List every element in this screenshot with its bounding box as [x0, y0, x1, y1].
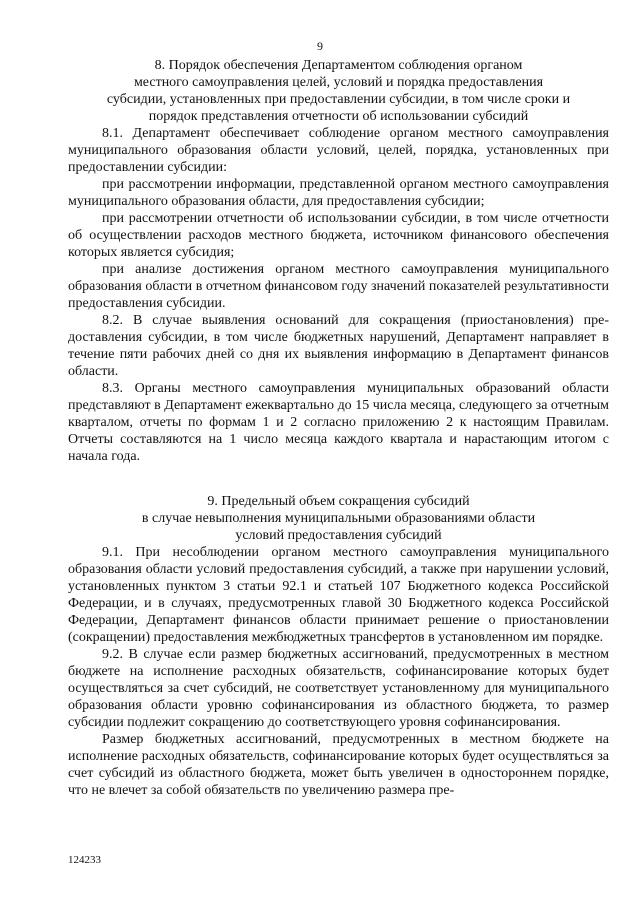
heading-line: субсидии, установленных при предоставлении субсидии, в том числе сроки и [106, 92, 571, 107]
section-9-heading [68, 493, 609, 544]
heading-line: местного самоуправления целей, условий и порядка предоставления [133, 75, 544, 90]
paragraph: при анализе достижения органом местного самоуправления муниципального образования области в отчетном финансовом году значений показателей результативности предоставления субсидии. [68, 262, 609, 311]
paragraph-8-3: 8.3. Органы местного самоуправления муниципальных образований области представляют в Департамент ежеквартально до 15 числа месяца, следующего за отчетным кварталом, отчеты по формам 1 и 2 согласно приложению 2 к настоящим Правилам. Отчеты составляются на 1 число месяца каждого квартала и нарастающим итогом с начала года. [68, 381, 609, 464]
section-9 [68, 493, 609, 799]
section-8 [68, 57, 609, 465]
heading-line: 9. Предельный объем сокращения субсидий [207, 494, 470, 509]
heading-line: 8. Порядок обеспечения Департаментом соблюдения органом [154, 58, 523, 73]
paragraph: Размер бюджетных ассигнований, предусмотренных в местном бюджете на исполнение расходных обязательств, софинансирование которых будет осуществляться за счет субсидий из областного бюджета, может быть увеличен в одностороннем порядке, что не влечет за собой обязательств по увеличению размера пре- [68, 732, 609, 798]
paragraph: при рассмотрении информации, представленной органом местного самоуправления муниципального образования области, для предоставления субсидии; [68, 177, 609, 209]
heading-line: условий предоставления субсидий [235, 528, 442, 543]
heading-line: в случае невыполнения муниципальными образованиями области [141, 511, 536, 526]
paragraph-9-2: 9.2. В случае если размер бюджетных ассигнований, предусмотренных в местном бюджете на исполнение расходных обязательств, софинансирование которых будет осуществляться за счет субсидий, не соответствует установленному для муниципального образования области уровню софинансирования из областного бюджета, то размер субсидии подлежит сокращению до соответствующего уровня софинансирования. [68, 647, 609, 730]
paragraph-8-1: 8.1. Департамент обеспечивает соблюдение органом местного самоуправления муниципального образования области условий, целей, порядка, установленных при предоставлении субсидии: [68, 126, 609, 175]
section-8-heading [68, 57, 609, 125]
document-code: 124233 [68, 854, 101, 866]
page-number: 9 [317, 39, 323, 53]
paragraph: при рассмотрении отчетности об использовании субсидии, в том числе отчетности об осуществлении расходов местного бюджета, источником финансового обеспечения которых является субсидия; [68, 211, 609, 260]
heading-line: порядок представления отчетности об использовании субсидий [148, 109, 529, 124]
paragraph-8-2: 8.2. В случае выявления оснований для сокращения (приостановления) предоставления субсидии, в том числе бюджетных нарушений, Департамент направляет в течение пяти рабочих дней со дня их выявления информацию в Департамент финансов области. [68, 313, 609, 379]
paragraph-9-1: 9.1. При несоблюдении органом местного самоуправления муниципального образования области условий предоставления субсидий, а также при нарушении условий, установленных пунктом 3 статьи 92.1 и статьей 107 Бюджетного кодекса Российской Федерации, и в случаях, предусмотренных главой 30 Бюджетного кодекса Российской Федерации, Департамент финансов области принимает решение о приостановлении (сокращении) предоставления межбюджетных трансфертов в установленном им порядке. [68, 545, 609, 645]
